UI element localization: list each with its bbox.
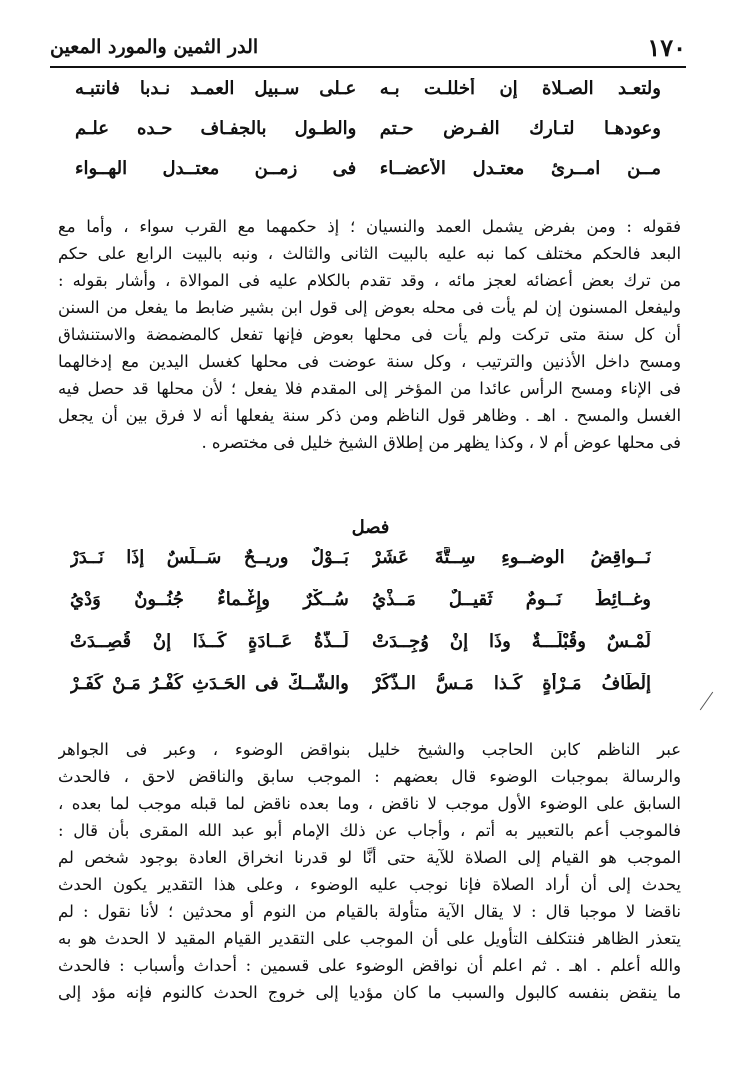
verse-hemistich-right: مــن امــرئ معتـدل الأعضــاء (379, 158, 661, 179)
text-line: يحدث إلى أن أراد الصلاة فإنا نوجب عليه الوضوء ، وعلى هذا التقدير يكون الحدث (58, 875, 681, 894)
verse-row (70, 547, 651, 589)
verse-row (70, 589, 651, 631)
page-header (50, 28, 686, 68)
text-line: السابق على الوضوء الأول موجب لا ناقض ، وما بعده ناقض لما قبله موجب لما بعده ، (58, 794, 681, 813)
verse-hemistich-right: إلْطَافُ مَـرْأةٍ كَـذا مَـسُّ الـذَّكَرْ (372, 673, 651, 694)
verse-hemistich-right: وعودهـا لتـارك الفـرض حـتم (379, 118, 661, 139)
text-line: فالموجب أعم بالتعبير به أتم ، وأجاب عن ذلك الإمام أبو عبد الله المقرى بأن قال : (58, 821, 681, 840)
text-line: وليفعل المسنون إن لم يأت فى محله بعوض إلى قول ابن بشير ضابط ما يفعل من السنن (58, 298, 681, 317)
text-line: ناقضا لا موجبا قال : لا يقال الآية متأولة بالقيام من النوم أو محدثين ؛ لأنا نقول : لم (58, 902, 681, 921)
commentary-paragraph-1 (58, 213, 681, 456)
verse-row (70, 631, 651, 673)
margin-pen-mark (700, 692, 713, 711)
verse-hemistich-left: بَــوْلٌ وريــحٌ سَــلَسٌ إذَا نَــدَرْ (70, 547, 349, 568)
commentary-paragraph-2 (58, 736, 681, 1006)
page-number: ١٧٠ (647, 32, 686, 62)
text-line: ومسح داخل الأذنين والترتيب ، وكل سنة عوضت فى محلها كغسل اليدين مع إدخالهما (58, 352, 681, 371)
verse-hemistich-right: وغــائِطٌ نَــومٌ ثَقيــلٌ مَــذْيُ (372, 589, 651, 610)
text-line: من ترك بعض أعضائه لعجز مائه ، وقد تقدم بالكلام عليه فى الموالاة ، وأشار بقوله : (58, 271, 681, 290)
verse-hemistich-left: والطـول بالجفـاف حـده علـم (75, 118, 357, 139)
text-line: ما ينقض بنفسه كالبول والسبب ما كان مؤديا إلى خروج الحدث كالنوم فإنه مؤد إلى (58, 983, 681, 1002)
text-line: والله أعلم . اهـ . ثم اعلم أن نواقض الوضوء على قسمين : أحداث وأسباب : فالحدث (58, 956, 681, 975)
verse-hemistich-left: عـلى سـبيل العمـد نـدبا فانتبـه (75, 78, 357, 99)
verse-hemistich-left: والشَّــكُّ فى الحَـدَثِ كُفْـرُ مَـنْ كَفَـرْ (70, 673, 349, 694)
verse-row (75, 158, 661, 198)
text-line: يتعذر الظاهر فنتكلف التأويل على أن الموجب على التقدير القيام المقيد لا الحدث هو به (58, 929, 681, 948)
text-line: والرسالة بموجبات الوضوء قال بعضهم : الموجب سابق والناقض لاحق ، فالحدث (58, 767, 681, 786)
text-line: فى الإناء ومسح الرأس عائدا من المؤخر إلى المقدم فلا يفعل ؛ لأن محلها قد حصل فيه (58, 379, 681, 398)
verse-hemistich-left: لَــذَّةُ عَــادَةٍ كَــذَا إنْ قُصِــدَتْ (70, 631, 349, 652)
verses-top (75, 78, 661, 198)
verses-section (70, 547, 651, 715)
verse-hemistich-right: نَــواقِضُ الوضــوءِ سِــتَّةَ عَشَرْ (372, 547, 651, 568)
verse-hemistich-right: لَمْـسٌ وقُبْلَـــةٌ وذَا إنْ وُجِــدَتْ (372, 631, 651, 652)
verse-row (75, 118, 661, 158)
text-line: البعد فالحكم مختلف كما نبه عليه بالبيت الثانى والثالث ، ونبه بالبيت الرابع على حكم (58, 244, 681, 263)
text-line: فى محلها عوض أم لا ، وكذا يظهر من إطلاق الشيخ خليل فى مختصره . (201, 433, 681, 452)
book-title: الدر الثمين والمورد المعين (50, 36, 259, 58)
verse-hemistich-right: ولتعـد الصـلاة إن أخللـت بـه (379, 78, 661, 99)
verse-row (70, 673, 651, 715)
text-line: عبر الناظم كابن الحاجب والشيخ خليل بنواقض الوضوء ، وعبر فى الجواهر (58, 740, 681, 759)
verse-hemistich-left: فى زمــن معتــدل الهــواء (75, 158, 357, 179)
text-line: الموجب هو القيام إلى الصلاة للآية حتى أنَّا لو قدرنا انخراق العادة بوجود شخص لم (58, 848, 681, 867)
verse-row (75, 78, 661, 118)
text-line: أن كل سنة متى تركت ولم يأت فى محلها بعوض فإنها تفعل كالمضمضة والاستنشاق (58, 325, 681, 344)
text-line: فقوله : ومن بفرض يشمل العمد والنسيان ؛ إذ حكمهما مع القرب سواء ، وأما مع (58, 217, 681, 236)
verse-hemistich-left: سُــكْرٌ وإِغْـماءٌ جُنُــونٌ وَدْيُ (70, 589, 349, 610)
section-title: فصل (351, 517, 390, 538)
text-line: الغسل والمسح . اهـ . وظاهر قول الناظم ومن ذكر سنة يفعلها أنه لا فرق بين أن يجعل (58, 406, 681, 425)
